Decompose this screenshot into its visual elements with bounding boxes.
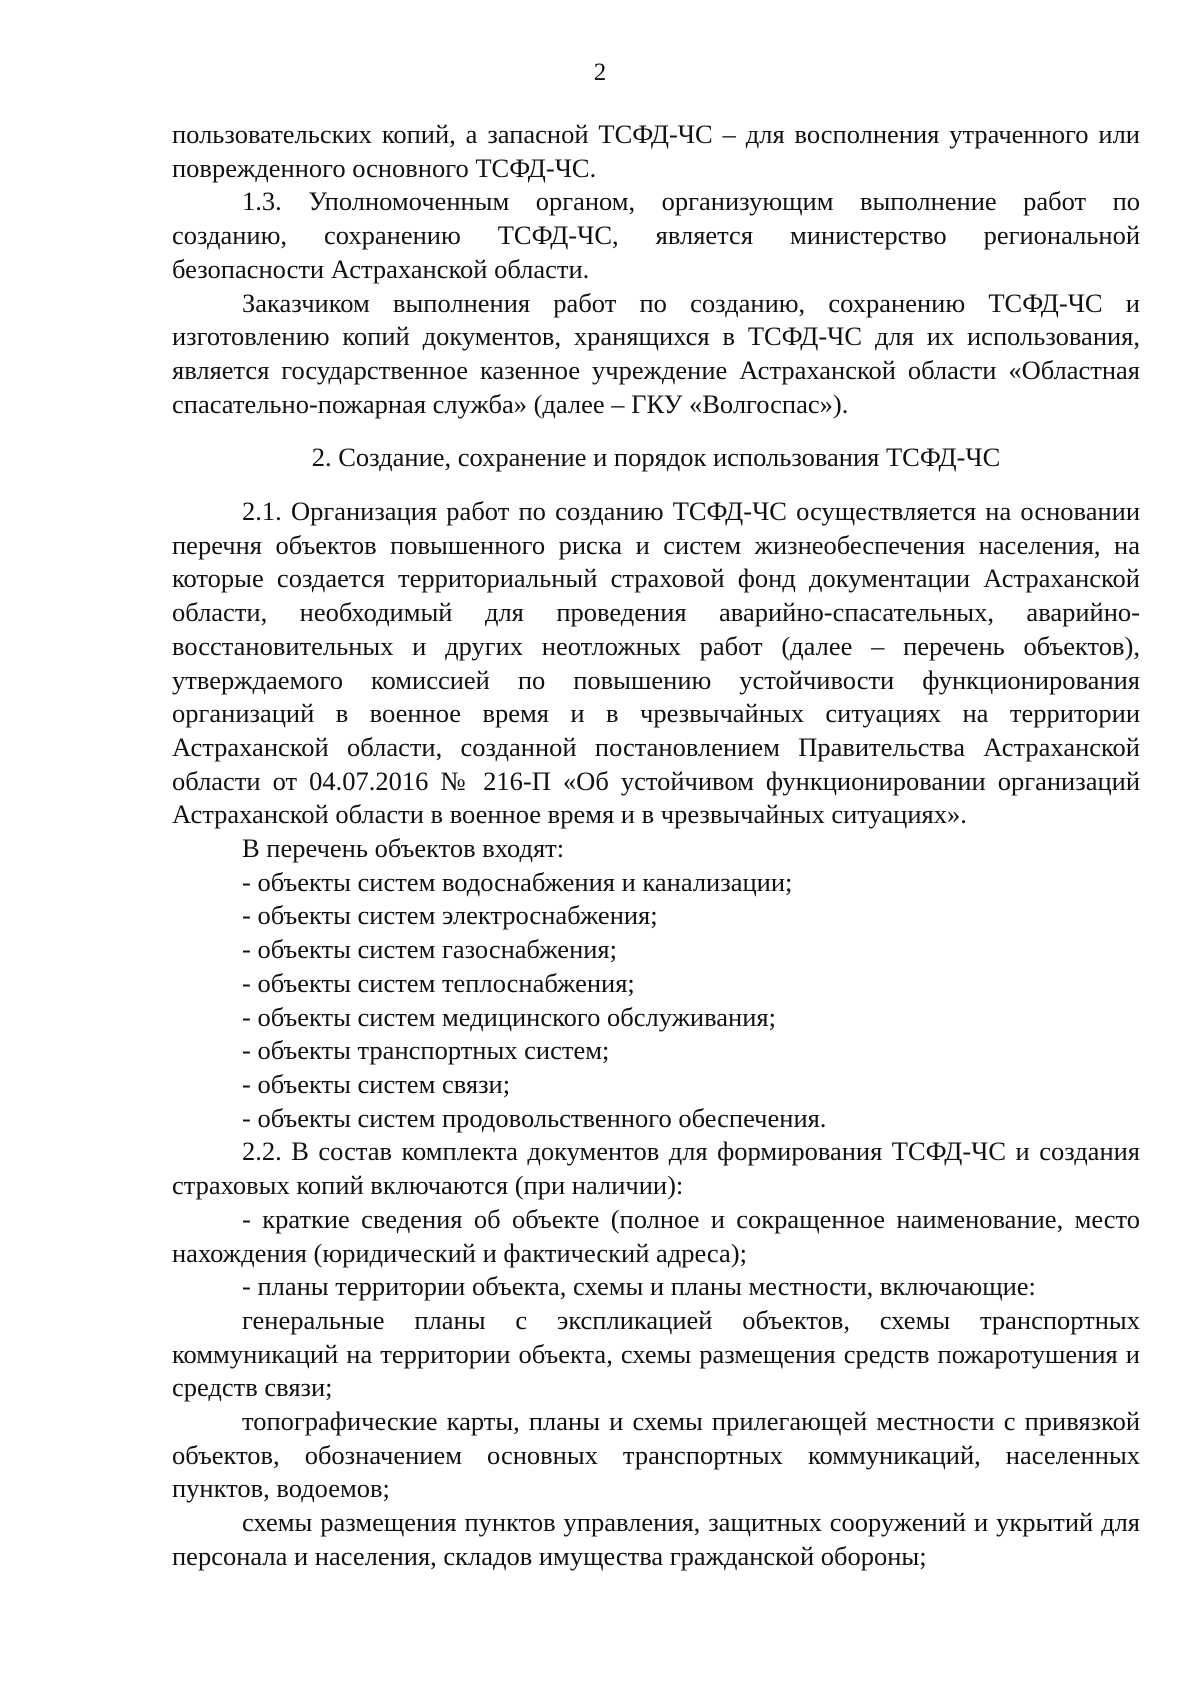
page-number: 2 [593,59,607,86]
list-item: - объекты транспортных систем; [242,1035,610,1066]
list-item: - краткие сведения об объекте (полное и сокращенное наименование, место нахождения (юридический и фактический адреса); [172,1203,1140,1268]
list-item: - объекты систем электроснабжения; [242,900,658,931]
list-item: - объекты систем водоснабжения и канализации; [242,866,793,897]
list-item: - объекты систем теплоснабжения; [242,967,635,998]
paragraph-general-plans: генеральные планы с экспликацией объектов, схемы транспортных коммуникаций на территории объекта, схемы размещения средств пожаротушения и средств связи; [172,1304,1140,1403]
paragraph-customer: Заказчиком выполнения работ по созданию, сохранению ТСФД-ЧС и изготовлению копий документов, хранящихся в ТСФД-ЧС для их использования, является государственное казенное учреждение Астраханской области «Областная спасательно-пожарная служба» (далее – ГКУ «Волгоспас»). [172,287,1140,419]
list-item: - объекты систем медицинского обслуживания; [242,1001,776,1032]
paragraph-topographic-maps: топографические карты, планы и схемы прилегающей местности с привязкой объектов, обозначением основных транспортных коммуникаций, населенных пунктов, водоемов; [172,1406,1140,1504]
list-item: - объекты систем связи; [242,1068,511,1099]
list-item: - объекты систем газоснабжения; [242,934,617,965]
list-intro: В перечень объектов входят: [242,833,565,864]
section-heading: 2. Создание, сохранение и порядок использования ТСФД-ЧС [311,442,1001,473]
paragraph-2-2: 2.2. В состав комплекта документов для формирования ТСФД-ЧС и создания страховых копий включаются (при наличии): [172,1136,1140,1201]
paragraph-continuation: пользовательских копий, а запасной ТСФД-ЧС – для восполнения утраченного или поврежденного основного ТСФД-ЧС. [172,119,1140,183]
list-item: - объекты систем продовольственного обеспечения. [242,1102,827,1133]
paragraph-1-3: 1.3. Уполномоченным органом, организующим выполнение работ по созданию, сохранению ТСФД-ЧС, является министерство региональной безопасности Астраханской области. [172,186,1140,284]
document-body [172,118,1140,1574]
paragraph-2-1: 2.1. Организация работ по созданию ТСФД-ЧС осуществляется на основании перечня объектов повышенного риска и систем жизнеобеспечения населения, на которые создается территориальный страховой фонд документации Астраханской области, необходимый для проведения аварийно-спасательных, аварийно-восстановительных и других неотложных работ (далее – перечень объектов), утверждаемого комиссией по повышению устойчивости функционирования организаций в военное время и в чрезвычайных ситуациях на территории Астраханской области, созданной постановлением Правительства Астраханской области от 04.07.2016 № 216-П «Об устойчивом функционировании организаций Астраханской области в военное время и в чрезвычайных ситуациях». [172,496,1140,830]
paragraph-control-points: схемы размещения пунктов управления, защитных сооружений и укрытий для персонала и населения, складов имущества гражданской обороны; [172,1507,1140,1571]
list-item: - планы территории объекта, схемы и планы местности, включающие: [242,1271,1036,1302]
